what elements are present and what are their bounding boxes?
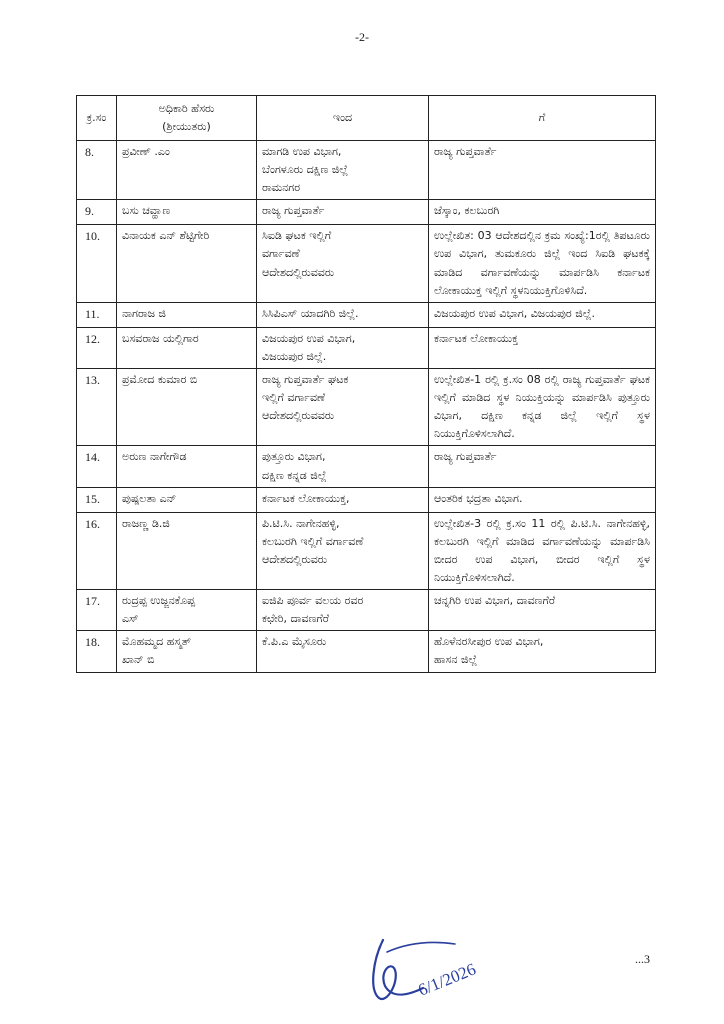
next-page-reference: ...3 (635, 952, 650, 966)
cell-officer-name: ಬಸವರಾಜ ಯಲ್ಲಿಗಾರ (117, 327, 257, 368)
transfer-table (76, 95, 656, 673)
cell-to: ಹೊಳೆನರಸೀಪುರ ಉಪ ವಿಭಾಗ, ಹಾಸನ ಜಿಲ್ಲೆ (429, 631, 656, 672)
cell-serial: 14. (77, 446, 117, 487)
cell-from: ಸಿಸಿಪಿಎಸ್ ಯಾದಗಿರಿ ಜಿಲ್ಲೆ. (257, 302, 429, 327)
table-row (77, 590, 656, 631)
cell-to: ಉಲ್ಲೇಖಿತ-1 ರಲ್ಲಿ ಕ್ರ.ಸಂ 08 ರಲ್ಲಿ ರಾಜ್ಯ ಗುಪ್ತವಾರ್ತೆ ಘಟಕ ಇಲ್ಲಿಗೆ ಮಾಡಿದ ಸ್ಥಳ ನಿಯುಕ್ತಿಯನ್ನು ಮಾರ್ಪಡಿಸಿ ಪುತ್ತೂರು ವಿಭಾಗ, ದಕ್ಷಿಣ ಕನ್ನಡ ಜಿಲ್ಲೆ ಇಲ್ಲಿಗೆ ಸ್ಥಳ ನಿಯುಕ್ತಿಗೊಳಿಸಲಾಗಿದೆ. (429, 368, 656, 446)
cell-officer-name: ಬಸು ಚವ್ಹಾಣ (117, 200, 257, 225)
table-row (77, 446, 656, 487)
cell-to: ಕರ್ನಾಟಕ ಲೋಕಾಯುಕ್ತ (429, 327, 656, 368)
cell-from: ರಾಜ್ಯ ಗುಪ್ತವಾರ್ತೆ (257, 200, 429, 225)
cell-to: ಚನ್ನಗಿರಿ ಉಪ ವಿಭಾಗ, ದಾವಣಗೆರೆ (429, 590, 656, 631)
cell-officer-name: ಪುಷ್ಪಲತಾ ಎನ್ (117, 487, 257, 512)
signature (365, 930, 495, 1010)
cell-to: ವಿಜಯಪುರ ಉಪ ವಿಭಾಗ, ವಿಜಯಪುರ ಜಿಲ್ಲೆ. (429, 302, 656, 327)
cell-to: ಜೆಸ್ಕಾಂ, ಕಲಬುರಗಿ (429, 200, 656, 225)
header-from: ಇಂದ (257, 96, 429, 141)
table-row (77, 512, 656, 590)
table-body (77, 141, 656, 673)
cell-serial: 8. (77, 141, 117, 200)
cell-from: ಸಿಐಡಿ ಘಟಕ ಇಲ್ಲಿಗೆ ವರ್ಗಾವಣೆ ಆದೇಶದಲ್ಲಿರುವವರು (257, 225, 429, 303)
cell-officer-name: ಪ್ರವೀಣ್ .ಎಂ (117, 141, 257, 200)
table-row (77, 141, 656, 200)
cell-from: ಮಾಗಡಿ ಉಪ ವಿಭಾಗ, ಬೆಂಗಳೂರು ದಕ್ಷಿಣ ಜಿಲ್ಲೆ ರಾಮನಗರ (257, 141, 429, 200)
header-officer-name: ಅಧಿಕಾರಿ ಹೆಸರು (ಶ್ರೀಯುತರು) (117, 96, 257, 141)
cell-serial: 11. (77, 302, 117, 327)
table-row (77, 200, 656, 225)
page-number: -2- (355, 30, 369, 44)
cell-officer-name: ನಾಗರಾಜ ಜಿ (117, 302, 257, 327)
cell-from: ಪುತ್ತೂರು ವಿಭಾಗ, ದಕ್ಷಿಣ ಕನ್ನಡ ಜಿಲ್ಲೆ (257, 446, 429, 487)
table-row (77, 327, 656, 368)
cell-officer-name: ಅರುಣ ನಾಗೇಗೌಡ (117, 446, 257, 487)
cell-serial: 18. (77, 631, 117, 672)
cell-serial: 12. (77, 327, 117, 368)
table-row (77, 368, 656, 446)
cell-from: ಕೆ.ಪಿ.ಎ ಮೈಸೂರು (257, 631, 429, 672)
cell-to: ರಾಜ್ಯ ಗುಪ್ತವಾರ್ತೆ (429, 446, 656, 487)
header-serial: ಕ್ರ.ಸಂ (77, 96, 117, 141)
cell-serial: 17. (77, 590, 117, 631)
table-row (77, 487, 656, 512)
cell-officer-name: ಮೊಹಮ್ಮದ ಹಸ್ಮತ್ ಖಾನ್ ಬಿ (117, 631, 257, 672)
cell-serial: 10. (77, 225, 117, 303)
cell-officer-name: ಪ್ರಮೋದ ಕುಮಾರ ಬಿ (117, 368, 257, 446)
cell-from: ಐಜಿಪಿ ಪೂರ್ವ ವಲಯ ರವರ ಕಛೇರಿ, ದಾವಣಗೆರೆ (257, 590, 429, 631)
cell-from: ಕರ್ನಾಟಕ ಲೋಕಾಯುಕ್ತ, (257, 487, 429, 512)
cell-serial: 16. (77, 512, 117, 590)
cell-to: ಉಲ್ಲೇಖಿತ-3 ರಲ್ಲಿ ಕ್ರ.ಸಂ 11 ರಲ್ಲಿ ಪಿ.ಟಿ.ಸಿ. ನಾಗೇನಹಳ್ಳಿ, ಕಲಬುರಗಿ ಇಲ್ಲಿಗೆ ಮಾಡಿದ ವರ್ಗಾವಣೆಯನ್ನು ಮಾರ್ಪಡಿಸಿ ಬೀದರ ಉಪ ವಿಭಾಗ, ಬೀದರ ಇಲ್ಲಿಗೆ ಸ್ಥಳ ನಿಯುಕ್ತಿಗೊಳಿಸಲಾಗಿದೆ. (429, 512, 656, 590)
cell-from: ಪಿ.ಟಿ.ಸಿ. ನಾಗೇನಹಳ್ಳಿ, ಕಲಬುರಗಿ ಇಲ್ಲಿಗೆ ವರ್ಗಾವಣೆ ಆದೇಶದಲ್ಲಿರುವರು (257, 512, 429, 590)
cell-to: ಉಲ್ಲೇಖಿತ: 03 ಆದೇಶದಲ್ಲಿನ ಕ್ರಮ ಸಂಖ್ಯೆ:1ರಲ್ಲಿ ತಿಪಟೂರು ಉಪ ವಿಭಾಗ, ತುಮಕೂರು ಜಿಲ್ಲೆ ಇಂದ ಸಿಐಡಿ ಘಟಕಕ್ಕೆ ಮಾಡಿದ ವರ್ಗಾವಣೆಯನ್ನು ಮಾರ್ಪಡಿಸಿ ಕರ್ನಾಟಕ ಲೋಕಾಯುಕ್ತ ಇಲ್ಲಿಗೆ ಸ್ಥಳನಿಯುಕ್ತಿಗೊಳಿಸಿದೆ. (429, 225, 656, 303)
cell-to: ಆಂತರಿಕ ಭದ್ರತಾ ವಿಭಾಗ. (429, 487, 656, 512)
cell-officer-name: ವಿನಾಯಕ ಎನ್ ಶೆಟ್ಟಿಗೇರಿ (117, 225, 257, 303)
table-row (77, 631, 656, 672)
header-to: ಗೆ (429, 96, 656, 141)
table-header-row (77, 96, 656, 141)
cell-from: ರಾಜ್ಯ ಗುಪ್ತವಾರ್ತೆ ಘಟಕ ಇಲ್ಲಿಗೆ ವರ್ಗಾವಣೆ ಆದೇಶದಲ್ಲಿರುವವರು (257, 368, 429, 446)
cell-serial: 9. (77, 200, 117, 225)
signature-date: 6/1/2026 (415, 959, 479, 1000)
cell-officer-name: ರಾಜಣ್ಣ ಡಿ.ಜಿ (117, 512, 257, 590)
cell-from: ವಿಜಯಪುರ ಉಪ ವಿಭಾಗ, ವಿಜಯಪುರ ಜಿಲ್ಲೆ. (257, 327, 429, 368)
cell-serial: 13. (77, 368, 117, 446)
cell-serial: 15. (77, 487, 117, 512)
table-row (77, 302, 656, 327)
cell-to: ರಾಜ್ಯ ಗುಪ್ತವಾರ್ತೆ (429, 141, 656, 200)
cell-officer-name: ರುದ್ರಪ್ಪ ಉಜ್ಜನಕೊಪ್ಪ ಎಸ್ (117, 590, 257, 631)
table-row (77, 225, 656, 303)
